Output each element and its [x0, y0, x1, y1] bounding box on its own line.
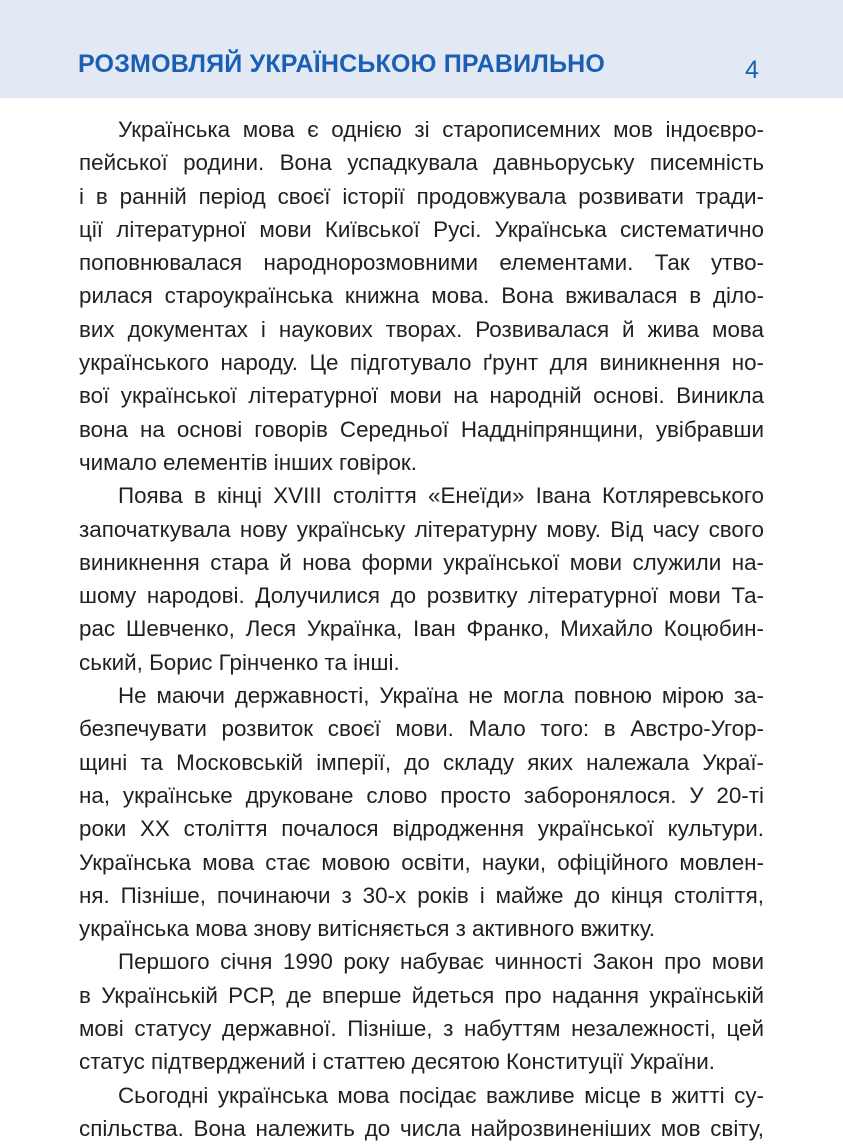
text-line: Українська мова є однією зі старописемних мов індоєвро- — [118, 117, 764, 142]
text-line: і в ранній період своєї історії продовжувала розвивати тради- — [79, 183, 764, 209]
text-line: в Українській РСР, де вперше йдеться про надання українській — [79, 982, 764, 1008]
page-header — [0, 0, 843, 98]
paragraph — [79, 113, 764, 479]
header-title: РОЗМОВЛЯЙ УКРАЇНСЬКОЮ ПРАВИЛЬНО — [78, 50, 606, 78]
text-line: щині та Московській імперії, до складу яких належала Украї- — [79, 749, 764, 775]
text-line: на, українське друковане слово просто заборонялося. У 20-ті — [79, 782, 764, 808]
text-line: вона на основі говорів Середньої Наддніпрянщини, увібравши — [79, 416, 764, 442]
text-line: вих документах і наукових творах. Розвивалася й жива мова — [79, 316, 764, 342]
text-line: українського народу. Це підготувало ґрунт для виникнення но- — [79, 350, 764, 376]
text-line: ня. Пізніше, починаючи з 30-х років і майже до кінця століття, — [79, 882, 764, 908]
text-line: роки XX століття почалося відродження української культури. — [79, 816, 764, 842]
text-line: шому народові. Долучилися до розвитку літературної мови Та- — [79, 583, 764, 609]
text-line: Першого січня 1990 року набуває чинності Закон про мови — [118, 949, 764, 975]
document-body — [79, 113, 764, 1145]
text-line: рилася староукраїнська книжна мова. Вона вживалася в ділo- — [79, 283, 764, 309]
text-line: виникнення стара й нова форми української мови служили на- — [79, 549, 764, 575]
text-line: Не маючи державності, Україна не могла повною мірою за- — [118, 683, 764, 709]
text-line: Сьогодні українська мова посідає важливе місце в житті су- — [118, 1082, 764, 1108]
text-line: пейської родини. Вона успадкувала давньоруську писемність — [79, 150, 764, 176]
text-line: започаткувала нову українську літературну мову. Від часу свого — [79, 516, 764, 542]
text-line: безпечувати розвиток своєї мови. Мало того: в Австро-Угор- — [79, 716, 764, 742]
text-line: Поява в кінці XVIII століття «Енеїди» Івана Котляревського — [118, 483, 764, 509]
paragraph — [79, 679, 764, 945]
text-line: українська мова знову витісняється з активного вжитку. — [79, 916, 655, 942]
text-line: мові статусу державної. Пізніше, з набуттям незалежності, цей — [79, 1016, 764, 1042]
text-line: статус підтверджений і статтею десятою Конституції України. — [79, 1049, 715, 1075]
text-line: поповнювалася народнорозмовними елементами. Так утво- — [79, 250, 764, 276]
text-line: чимало елементів інших говірок. — [79, 449, 417, 475]
text-line: вої української літературної мови на народній основі. Виникла — [79, 383, 764, 409]
paragraph — [79, 945, 764, 1078]
text-line: Українська мова стає мовою освіти, науки, офіційного мовлен- — [79, 849, 764, 875]
page-number: 4 — [745, 56, 759, 84]
paragraph — [79, 1079, 764, 1145]
text-line: ції літературної мови Київської Русі. Українська систематично — [79, 216, 764, 242]
text-line: спільства. Вона належить до числа найрозвиненіших мов світу, — [79, 1115, 764, 1141]
text-line: ський, Борис Грінченко та інші. — [79, 649, 400, 675]
paragraph — [79, 479, 764, 679]
text-line: рас Шевченко, Леся Українка, Іван Франко, Михайло Коцюбин- — [79, 616, 764, 642]
